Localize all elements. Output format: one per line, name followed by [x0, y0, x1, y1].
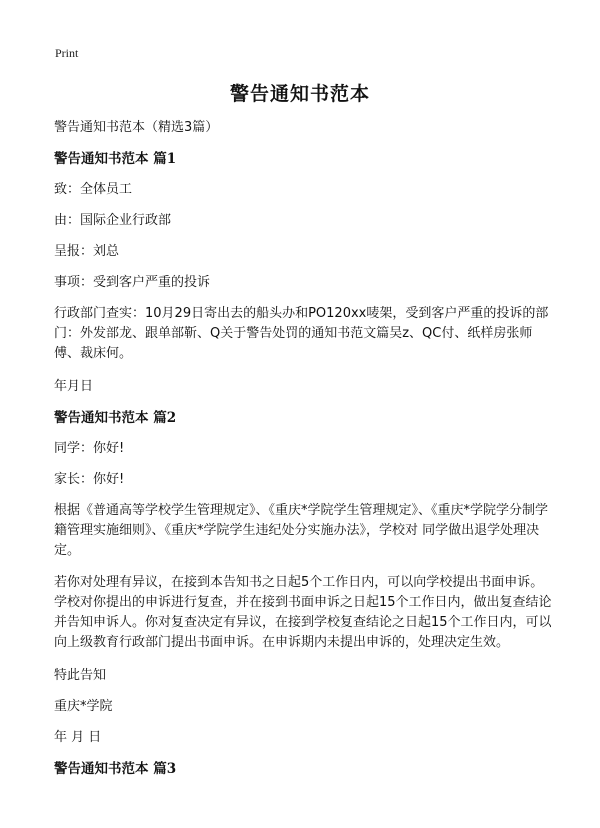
section-2-greeting-student: 同学：你好! [54, 441, 125, 456]
section-2-closing: 特此告知 [54, 668, 107, 683]
section-2-heading: 警告通知书范本 篇2 [54, 410, 177, 426]
section-2-signature: 重庆*学院 [54, 699, 113, 714]
section-1-body: 行政部门查实：10月29日寄出去的船头办和PO120xx唛架，受到客户严重的投诉的部门：外发部龙、跟单部靳、Q关于警告处罚的通知书范文篇吴z、QC付、纸样房张师傅、裁床何。 [54, 306, 549, 361]
section-1-date: 年月日 [54, 379, 94, 394]
document-title: 警告通知书范本 [229, 83, 370, 105]
section-1-to: 致：全体员工 [54, 182, 133, 197]
section-2-date: 年 月 日 [54, 730, 102, 745]
document-body [54, 119, 554, 778]
section-1-from: 由：国际企业行政部 [54, 213, 172, 228]
section-2-body-1: 根据《普通高等学校学生管理规定》、《重庆*学院学生管理规定》、《重庆*学院学分制学籍管理实施细则》、《重庆*学院学生违纪处分实施办法》，学校对 同学做出退学处理决定。 [54, 503, 549, 558]
section-1-cc: 呈报：刘总 [54, 244, 120, 259]
section-1-subject: 事项：受到客户严重的投诉 [54, 275, 211, 290]
document-subtitle: 警告通知书范本（精选3篇） [54, 120, 219, 135]
section-2-body-2: 若你对处理有异议，在接到本告知书之日起5个工作日内，可以向学校提出书面申诉。学校对你提出的申诉进行复查，并在接到书面申诉之日起15个工作日内，做出复查结论并告知申诉人。你对复查决定有异议，在接到学校复查结论之日起15个工作日内，可以向上级教育行政部门提出书面申诉。在申诉期内未提出申诉的，处理决定生效。 [54, 575, 552, 650]
print-link[interactable]: Print [55, 46, 79, 60]
section-1-heading: 警告通知书范本 篇1 [54, 151, 177, 167]
section-2-greeting-parent: 家长：你好! [54, 472, 125, 487]
section-3-heading: 警告通知书范本 篇3 [54, 761, 177, 777]
